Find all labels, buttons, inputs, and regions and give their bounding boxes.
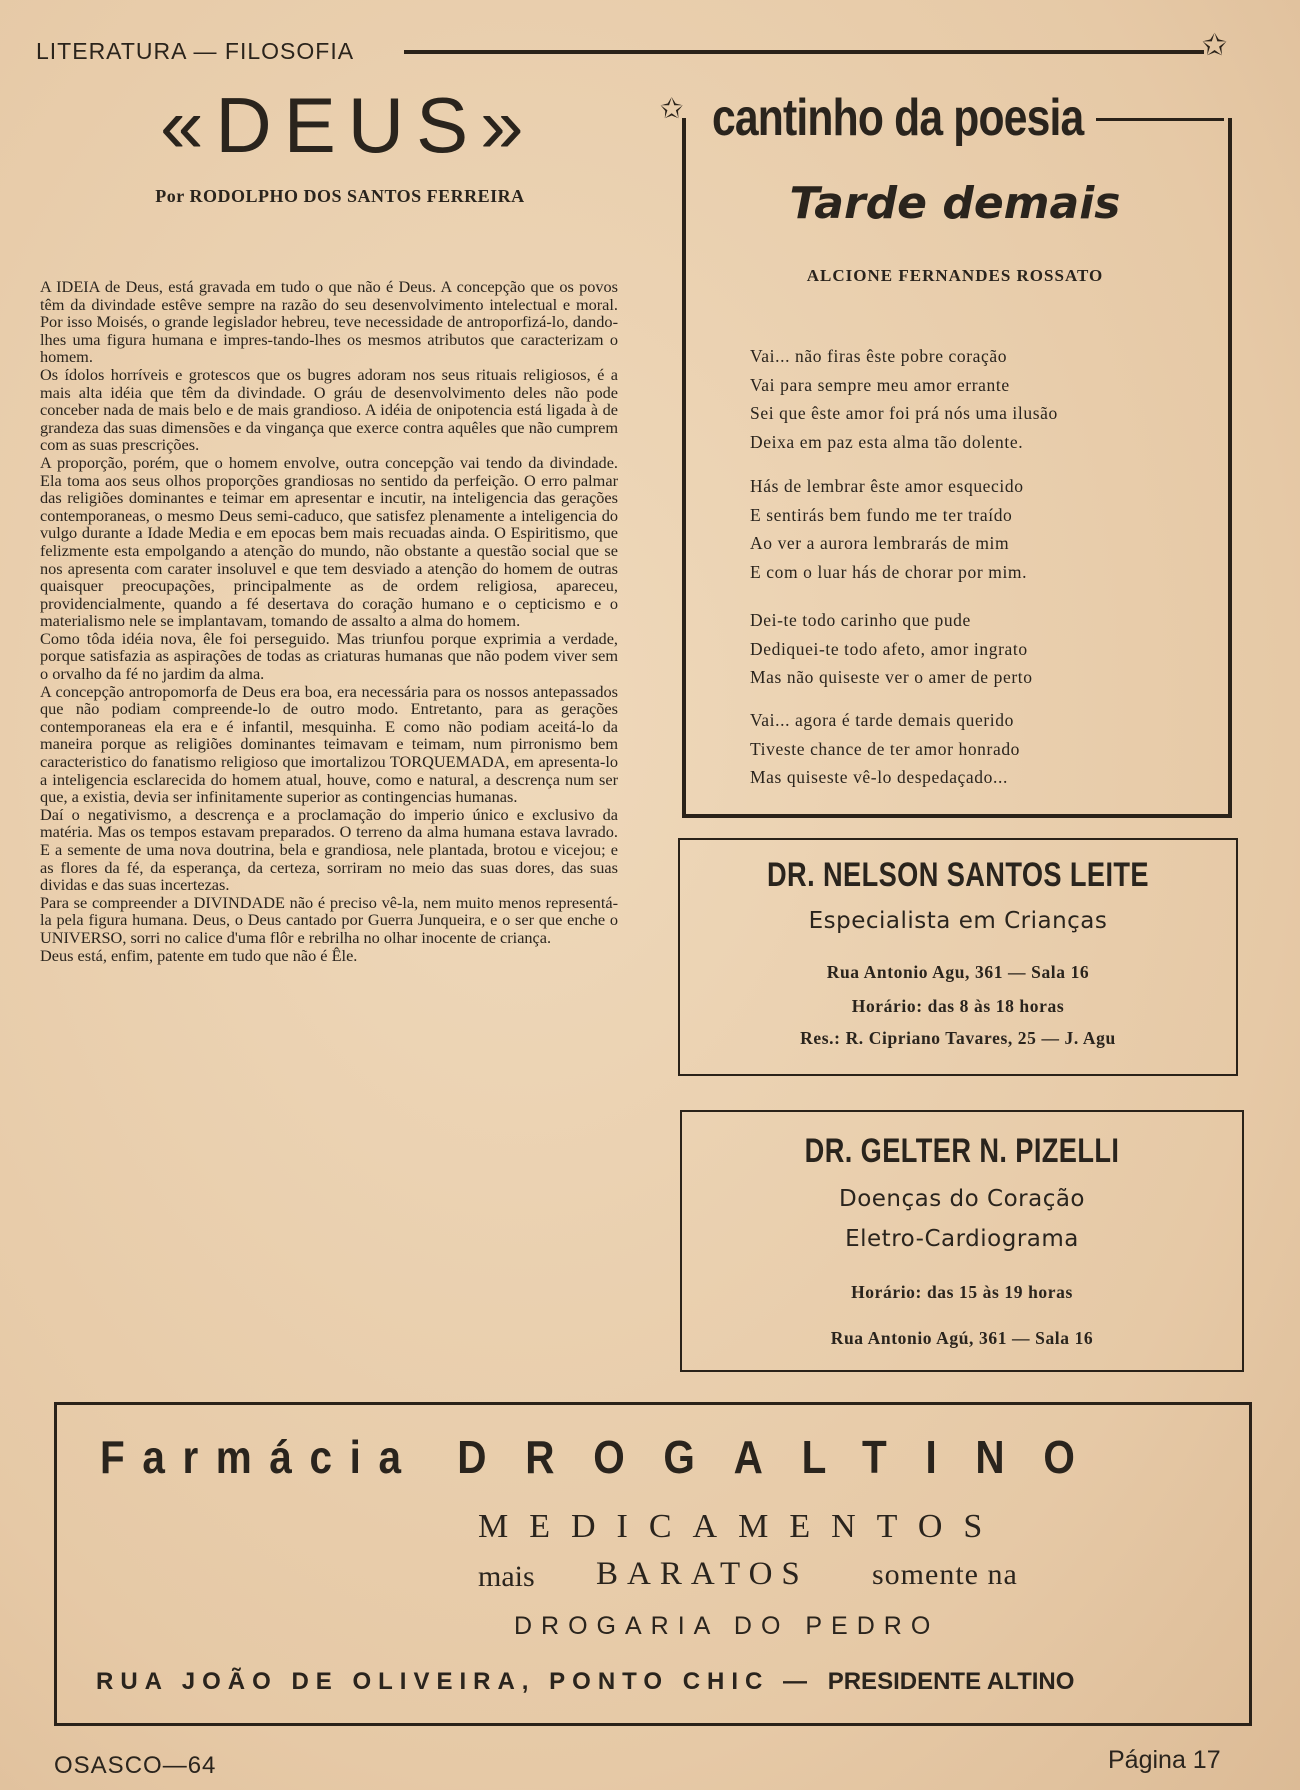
poem-stanza bbox=[750, 606, 1210, 692]
poem-line: Deixa em paz esta alma tão dolente. bbox=[750, 431, 1024, 452]
farmacia-address-street: RUA JOÃO DE OLIVEIRA, PONTO CHIC — bbox=[96, 1668, 815, 1695]
ad-gelter-pizelli bbox=[680, 1110, 1244, 1372]
footer-edition: OSASCO—64 bbox=[54, 1752, 217, 1779]
article-paragraph: A proporção, porém, que o homem envolve, outra concepção vai tendo da divindade. Ela toma aos seus olhos proporções grandiosas no sentido da perfeição. O erro palmar das religiões dominantes e teimar em apresentar e incutir, na inteligencia das gerações contemporaneas, o mesmo Deus semi-caduco, que satisfez plenamente a inteligencia do vulgo durante a Idade Media e em epocas bem mais recuadas ainda. O Espiritismo, que felizmente esta empolgando a atenção do mundo, não obstante a questão social que se nos apresenta com carater insoluvel e que tem desviado a atenção do homem de outras quaisquer preocupações, principalmente as de ordem religiosa, apareceu, providencialmente, quando a fé desertava do coração humano e o cepticismo e o materialismo nele se implantavam, tomando de assalto a alma do homem. bbox=[40, 452, 618, 631]
article-body bbox=[40, 278, 618, 964]
doctor-hours: Horário: das 8 às 18 horas bbox=[851, 996, 1065, 1016]
ad-nelson-leite bbox=[678, 838, 1238, 1076]
doctor-name: DR. NELSON SANTOS LEITE bbox=[767, 856, 1149, 894]
farmacia-address-district: PRESIDENTE ALTINO bbox=[827, 1668, 1075, 1695]
article-byline: Por RODOLPHO DOS SANTOS FERREIRA bbox=[155, 186, 525, 206]
article-title: «DEUS» bbox=[160, 81, 536, 169]
header-rule bbox=[404, 50, 1204, 54]
poem-title: Tarde demais bbox=[789, 178, 1121, 229]
doctor-hours: Horário: das 15 às 19 horas bbox=[851, 1282, 1073, 1302]
farmacia-address bbox=[96, 1668, 1074, 1696]
poem-stanza bbox=[750, 342, 1210, 456]
farmacia-label: Farmácia bbox=[100, 1431, 419, 1483]
doctor-name: DR. GELTER N. PIZELLI bbox=[804, 1132, 1120, 1170]
doctor-specialty: Doenças do Coração bbox=[838, 1186, 1086, 1212]
poem-line: Sei que êste amor foi prá nós uma ilusão bbox=[750, 403, 1058, 423]
farmacia-baratos: BARATOS bbox=[596, 1556, 809, 1592]
farmacia-medicamentos: MEDICAMENTOS bbox=[478, 1508, 1004, 1545]
doctor-specialty: Especialista em Crianças bbox=[808, 908, 1108, 934]
farmacia-title bbox=[100, 1430, 1114, 1484]
poem-line: Mas não quiseste ver o amer de perto bbox=[750, 667, 1033, 687]
poetry-column-title: cantinho da poesia bbox=[712, 89, 1084, 147]
poem-line: Vai... não firas êste pobre coração bbox=[750, 346, 1008, 366]
article-paragraph: A concepção antropomorfa de Deus era boa, era necessária para os nossos antepassados que não podiam compreende-lo de outro modo. Entretanto, para as gerações contemporaneas ela era e é infantil, mesquinha. E como não podiam aceitá-lo da maneira porque as religiões dominantes teimavam e teimam, num pirronismo bem caracteristico do fanatismo religioso que imortalizou TORQUEMADA, em apresenta-lo a inteligencia esclarecida do homem atual, houve, como e natural, a descrença num ser que, a existia, devia ser infinitamente superior as contingencias humanas. bbox=[40, 681, 618, 807]
article-paragraph: Como tôda idéia nova, êle foi perseguido. Mas triunfou porque exprimia a verdade, porque satisfazia as aspirações de todas as criaturas humanas que não podem viver sem o orvalho da fé no jardim da alma. bbox=[40, 628, 618, 684]
poetry-rule bbox=[1096, 118, 1224, 121]
star-icon: ✩ bbox=[1202, 28, 1228, 63]
page-number: Página 17 bbox=[1108, 1746, 1221, 1774]
poem-author: ALCIONE FERNANDES ROSSATO bbox=[806, 266, 1104, 285]
article-paragraph: Daí o negativismo, a descrença e a proclamação do imperio único e exclusivo da matéria. Mas os tempos estavam preparados. O terreno da alma humana estava lavrado. E a semente de uma nova doutrina, bela e grandiosa, nele plantada, brotou e vicejou; e as flores da fé, da esperança, da certeza, sorriram no meio das suas dores, das suas dividas e das suas incertezas. bbox=[40, 804, 618, 895]
article-paragraph: A IDEIA de Deus, está gravada em tudo o que não é Deus. A concepção que os povos têm da divindade estêve sempre na razão do seu desenvolvimento intelectual e moral. Por isso Moisés, o grande legislador hebreu, teve necessidade de antroporfizá-lo, dando-lhes uma figura humana e impres-tando-lhes os mesmos atributos que caracterizam o homem. bbox=[40, 277, 618, 367]
article-paragraph: Deus está, enfim, patente em tudo que não é Êle. bbox=[40, 945, 358, 965]
poem-line: Vai para sempre meu amor errante bbox=[750, 374, 1010, 395]
doctor-residence: Res.: R. Cipriano Tavares, 25 — J. Agu bbox=[800, 1028, 1116, 1048]
article-paragraph: Os ídolos horríveis e grotescos que os bugres adoram nos seus rituais religiosos, é a mais alta idéia que têm da divindade. O gráu de desenvolvimento deles não pode conceber nada de mais belo e de mais grandioso. A idéia de onipotencia está ligada à de grandeza das suas dimensões e da vingança que exerce contra aquêles que não cumprem com as suas prescrições. bbox=[40, 364, 618, 455]
poem-line: E sentirás bem fundo me ter traído bbox=[750, 504, 1013, 525]
doctor-address: Rua Antonio Agú, 361 — Sala 16 bbox=[830, 1328, 1094, 1348]
poem-line: Tiveste chance de ter amor honrado bbox=[750, 738, 1021, 759]
farmacia-mais: mais bbox=[478, 1560, 535, 1593]
poem-line: Dediquei-te todo afeto, amor ingrato bbox=[750, 638, 1028, 659]
farmacia-brand: DROGALTINO bbox=[457, 1431, 1114, 1483]
poem-line: E com o luar hás de chorar por mim. bbox=[750, 561, 1028, 582]
farmacia-drogaria: DROGARIA DO PEDRO bbox=[514, 1612, 940, 1640]
poem-line: Dei-te todo carinho que pude bbox=[750, 610, 971, 630]
star-icon: ✩ bbox=[660, 92, 684, 125]
poem-line: Hás de lembrar êste amor esquecido bbox=[750, 476, 1024, 496]
article-paragraph: Para se compreender a DIVINDADE não é preciso vê-la, nem muito menos representá-la pela figura humana. Deus, o Deus cantado por Guerra Junqueira, e o ser que enche o UNIVERSO, sorri no calice d'uma flôr e rebrilha no olhar inocente de criança. bbox=[40, 892, 618, 947]
doctor-specialty: Eletro-Cardiograma bbox=[845, 1226, 1079, 1252]
doctor-address: Rua Antonio Agu, 361 — Sala 16 bbox=[826, 962, 1090, 982]
farmacia-somente: somente na bbox=[872, 1558, 1018, 1591]
poem-stanza bbox=[750, 472, 1210, 586]
poem-stanza bbox=[750, 706, 1210, 792]
poem-line: Mas quiseste vê-lo despedaçado... bbox=[750, 767, 1008, 787]
poem-line: Vai... agora é tarde demais querido bbox=[750, 710, 1014, 730]
poem-line: Ao ver a aurora lembrarás de mim bbox=[750, 533, 1010, 553]
section-label: LITERATURA — FILOSOFIA bbox=[36, 38, 355, 64]
